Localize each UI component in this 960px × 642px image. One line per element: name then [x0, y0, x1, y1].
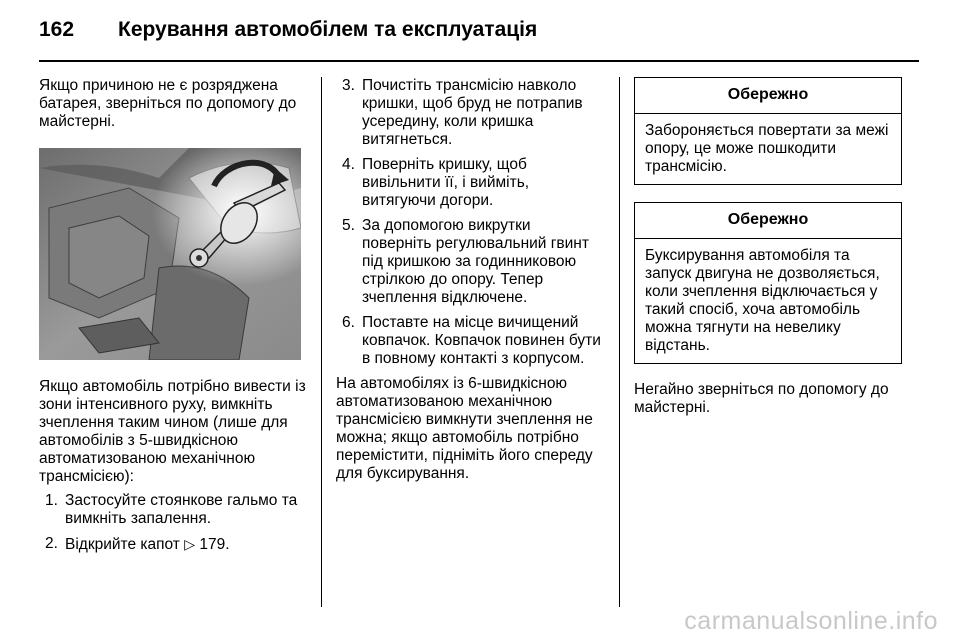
- caution-box: [634, 77, 902, 185]
- caution-title: Обережно: [635, 78, 901, 114]
- engine-illustration: [39, 148, 301, 360]
- towing-instructions-paragraph: Якщо автомобіль потрібно вивести із зони інтенсивного руху, вимкніть зчеплення таким чином (лише для автомобілів з 5-швидкісною автоматизованою механічною трансмісією):: [39, 378, 306, 485]
- step-number: 2.: [45, 535, 58, 552]
- step-text: Застосуйте стоянкове гальмо та вимкніть запалення.: [65, 492, 298, 527]
- header-rule: [39, 60, 919, 62]
- step-item: [39, 535, 307, 554]
- step-item: [39, 492, 307, 528]
- step-text: Відкрийте капот: [65, 536, 180, 553]
- intro-paragraph: Якщо причиною не є розряджена батарея, зверніться по допомогу до майстерні.: [39, 77, 297, 130]
- step-item: [336, 314, 604, 368]
- page-title: Керування автомобілем та експлуатація: [118, 18, 538, 41]
- step-text: Поставте на місце вичищений ковпачок. Ковпачок повинен бути в повному контакті з корпусом.: [362, 314, 601, 367]
- step-number: 3.: [342, 77, 355, 94]
- page-reference[interactable]: 179.: [199, 536, 230, 553]
- page-number: 162: [39, 18, 75, 41]
- caution-text: Буксирування автомобіля та запуск двигуна не дозволяється, коли зчеплення відключається у такий спосіб, хоча автомобіль можна тягнути на невелику відстань.: [645, 247, 880, 354]
- contact-workshop-paragraph: Негайно зверніться по допомогу до майстерні.: [634, 381, 889, 416]
- column-divider: [321, 77, 322, 607]
- step-number: 1.: [45, 492, 58, 509]
- reference-arrow-icon[interactable]: ▷: [184, 536, 196, 552]
- caution-box: [634, 202, 902, 364]
- caution-text: Забороняється повертати за межі опору, це може пошкодити трансмісію.: [645, 122, 889, 175]
- step-number: 4.: [342, 156, 355, 173]
- caution-title: Обережно: [635, 203, 901, 239]
- step-item: [336, 77, 604, 149]
- column-divider: [619, 77, 620, 607]
- column-right: [634, 77, 902, 417]
- step-text: За допомогою викрутки поверніть регулювальний гвинт під кришкою за годинниковою стрілкою до опору. Тепер зчеплення відключене.: [362, 217, 589, 306]
- step-number: 5.: [342, 217, 355, 234]
- step-text: Почистіть трансмісію навколо кришки, щоб бруд не потрапив усередину, коли кришка витягнеться.: [362, 77, 583, 148]
- step-text: Поверніть кришку, щоб вивільнити її, і вийміть, витягуючи догори.: [362, 156, 530, 209]
- steps-list: [336, 77, 604, 368]
- column-left: [39, 77, 307, 561]
- column-middle: [336, 77, 604, 483]
- step-item: [336, 156, 604, 210]
- six-speed-note-paragraph: На автомобілях із 6-швидкісною автоматизованою механічною трансмісією вимкнути зчеплення не можна; якщо автомобіль потрібно перемістити, підніміть його спереду для буксирування.: [336, 375, 593, 482]
- watermark: carmanualsonline.info: [684, 607, 938, 635]
- step-number: 6.: [342, 314, 355, 331]
- steps-list: [39, 492, 307, 554]
- step-item: [336, 217, 604, 307]
